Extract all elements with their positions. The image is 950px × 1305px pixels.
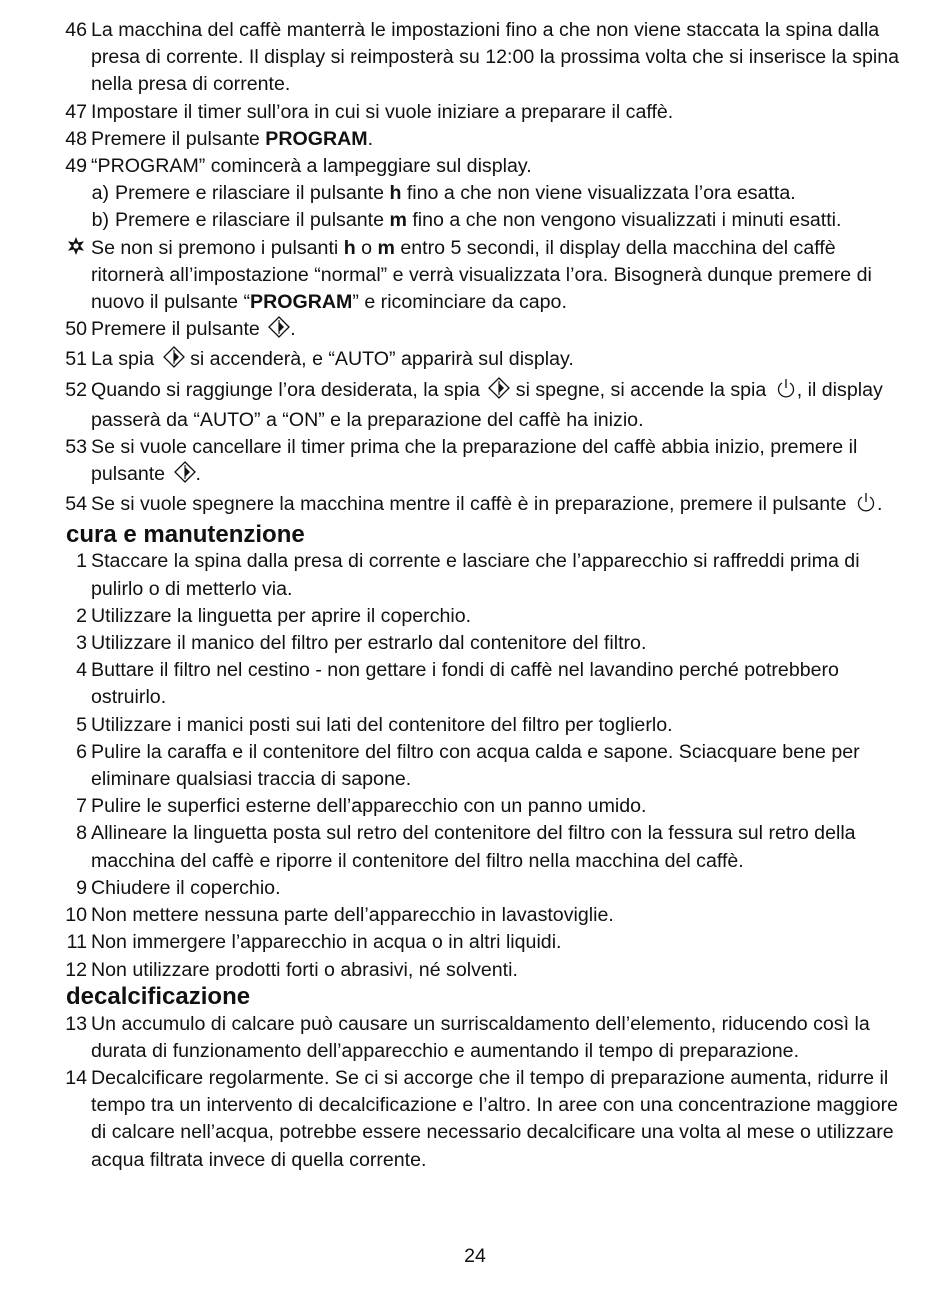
list-item xyxy=(0,929,950,956)
list-item xyxy=(0,793,950,820)
list-item xyxy=(0,957,950,984)
sub-step-text: Premere e rilasciare il pulsante xyxy=(115,209,390,232)
step-text: La spia xyxy=(91,348,155,371)
step-number: 10 xyxy=(65,904,87,927)
list-item xyxy=(0,548,950,602)
step-number: 1 xyxy=(76,550,87,573)
step-number: 7 xyxy=(76,795,87,818)
list-item xyxy=(0,739,950,793)
power-icon xyxy=(775,377,797,407)
step-number: 53 xyxy=(65,436,87,459)
tip-program-button: PROGRAM xyxy=(250,291,353,314)
step-text-end: . xyxy=(195,463,201,486)
sub-step-label: a) xyxy=(91,182,109,205)
sub-step-label: b) xyxy=(91,209,109,232)
step-number: 2 xyxy=(76,604,87,627)
sub-step-b xyxy=(0,207,950,234)
timer-diamond-icon xyxy=(268,316,290,346)
step-text-end: . xyxy=(290,318,296,341)
step-text: Pulire la caraffa e il contenitore del filtro con acqua calda e sapone. Sciacquare bene per eliminare qualsiasi traccia di sapone. xyxy=(91,740,860,791)
power-icon xyxy=(855,491,877,521)
step-text: Utilizzare i manici posti sui lati del contenitore del filtro per toglierlo. xyxy=(91,713,673,736)
step-text: La macchina del caffè manterrà le impostazioni fino a che non viene staccata la spina dalla presa di corrente. Il display si reimposterà su 12:00 la prossima volta che si inserisce la spina nella presa di corrente. xyxy=(91,19,900,96)
step-text: Non mettere nessuna parte dell’apparecchio in lavastoviglie. xyxy=(91,904,614,927)
list-item xyxy=(0,657,950,711)
care-steps xyxy=(0,548,950,983)
list-item xyxy=(0,820,950,874)
step-text: Se si vuole spegnere la macchina mentre il caffè è in preparazione, premere il pulsante xyxy=(91,493,847,516)
step-number: 3 xyxy=(76,632,87,655)
step-number: 12 xyxy=(65,958,87,981)
step-text: Impostare il timer sull’ora in cui si vuole iniziare a preparare il caffè. xyxy=(91,100,674,123)
step-text: Utilizzare la linguetta per aprire il coperchio. xyxy=(91,604,472,627)
sub-step-text-end: fino a che non vengono visualizzati i minuti esatti. xyxy=(406,209,842,232)
list-item xyxy=(0,902,950,929)
step-number: 49 xyxy=(65,155,87,178)
hour-button-name: h xyxy=(389,182,402,205)
step-text: Quando si raggiunge l’ora desiderata, la spia xyxy=(91,378,480,401)
timer-diamond-icon xyxy=(163,346,185,376)
step-text: Premere il pulsante xyxy=(91,318,260,341)
step-text: Chiudere il coperchio. xyxy=(91,876,281,899)
step-number: 47 xyxy=(65,100,87,123)
step-text-middle: si spegne, si accende la spia xyxy=(510,378,767,401)
tip-hour-button: h xyxy=(343,236,356,259)
list-item xyxy=(0,1011,950,1065)
step-text: Staccare la spina dalla presa di corrente e lasciare che l’apparecchio si raffreddi prima di pulirlo o di metterlo via. xyxy=(91,550,860,600)
step-49 xyxy=(0,153,950,180)
tip-text: ” e ricominciare da capo. xyxy=(352,291,567,314)
list-item xyxy=(0,603,950,630)
step-number: 5 xyxy=(76,713,87,736)
step-54 xyxy=(0,491,950,521)
step-number: 52 xyxy=(65,378,87,401)
step-47 xyxy=(0,99,950,126)
step-text: Utilizzare il manico del filtro per estrarlo dal contenitore del filtro. xyxy=(91,632,647,655)
step-number: 6 xyxy=(76,740,87,763)
sub-step-a xyxy=(0,180,950,207)
step-number: 46 xyxy=(65,19,87,41)
sub-step-text: Premere e rilasciare il pulsante xyxy=(115,182,390,205)
care-section-heading: cura e manutenzione xyxy=(66,520,305,548)
timer-steps xyxy=(0,316,950,521)
step-text: Non utilizzare prodotti forti o abrasivi, né solventi. xyxy=(91,958,518,981)
sub-step-text-end: fino a che non viene visualizzata l’ora esatta. xyxy=(401,182,796,205)
step-51 xyxy=(0,346,950,376)
tip-text: o xyxy=(355,236,378,259)
step-number: 50 xyxy=(65,318,87,341)
step-text-end: , il display passerà da “AUTO” a “ON” e la preparazione del caffè ha inizio. xyxy=(91,378,883,431)
step-number: 54 xyxy=(65,493,87,516)
tip-note xyxy=(0,235,950,317)
list-item xyxy=(0,1065,950,1174)
step-text: Allineare la linguetta posta sul retro del contenitore del filtro con la fessura sul retro della macchina del caffè e riporre il contenitore del filtro nella macchina del caffè. xyxy=(91,822,856,872)
tip-minute-button: m xyxy=(377,236,395,259)
step-text: Non immergere l’apparecchio in acqua o in altri liquidi. xyxy=(91,931,562,954)
step-number: 4 xyxy=(76,659,87,682)
step-46 xyxy=(0,17,950,99)
descale-section-heading: decalcificazione xyxy=(66,982,251,1010)
step-53 xyxy=(0,434,950,491)
step-number: 14 xyxy=(65,1066,87,1089)
step-number: 51 xyxy=(65,348,87,371)
program-button-name: PROGRAM xyxy=(265,127,368,150)
tip-star-icon xyxy=(0,235,87,262)
step-text: Decalcificare regolarmente. Se ci si accorge che il tempo di preparazione aumenta, ridurre il tempo tra un intervento di decalcificazione e l’altro. In aree con una concentrazione maggiore di calcare nell’acqua, potrebbe essere necessario decalcificare una volta al mese o utilizzare acqua filtrata invece di quella corrente. xyxy=(91,1066,899,1171)
sub-steps xyxy=(0,180,950,234)
step-text-end: . xyxy=(876,493,883,516)
step-52 xyxy=(0,377,950,434)
step-text-end: . xyxy=(367,127,374,150)
step-text: Pulire le superfici esterne dell’apparecchio con un panno umido. xyxy=(91,795,647,818)
step-text: Premere il pulsante xyxy=(91,127,266,150)
minute-button-name: m xyxy=(389,209,407,232)
step-text: Buttare il filtro nel cestino - non gettare i fondi di caffè nel lavandino perché potrebbero ostruirlo. xyxy=(91,659,839,709)
step-text: “PROGRAM” comincerà a lampeggiare sul display. xyxy=(91,155,532,178)
timer-diamond-icon xyxy=(488,377,510,407)
descale-steps xyxy=(0,1011,950,1174)
page-body xyxy=(0,17,950,1174)
tip-text: entro 5 secondi, il display della macchina del caffè ritornerà all’impostazione “normal” e verrà visualizzata l’ora. Bisognerà dunque premere di nuovo il pulsante “ xyxy=(91,236,872,314)
step-number: 48 xyxy=(65,127,87,150)
step-number: 9 xyxy=(76,876,87,899)
step-50 xyxy=(0,316,950,346)
tip-text: Se non si premono i pulsanti xyxy=(91,236,344,259)
step-number: 13 xyxy=(65,1012,87,1035)
list-item xyxy=(0,630,950,657)
step-number: 8 xyxy=(76,822,87,845)
timer-diamond-icon xyxy=(174,461,196,491)
list-item xyxy=(0,875,950,902)
step-number: 11 xyxy=(66,931,87,954)
page-number: 24 xyxy=(464,1245,486,1267)
step-text: Se si vuole cancellare il timer prima che la preparazione del caffè abbia inizio, premere il pulsante xyxy=(91,436,858,486)
program-steps xyxy=(0,17,950,180)
step-text: Un accumulo di calcare può causare un surriscaldamento dell’elemento, riducendo così la durata di funzionamento dell’apparecchio e aumentando il tempo di preparazione. xyxy=(91,1012,870,1062)
step-text-end: si accenderà, e “AUTO” apparirà sul display. xyxy=(184,348,574,371)
list-item xyxy=(0,712,950,739)
step-48 xyxy=(0,126,950,153)
